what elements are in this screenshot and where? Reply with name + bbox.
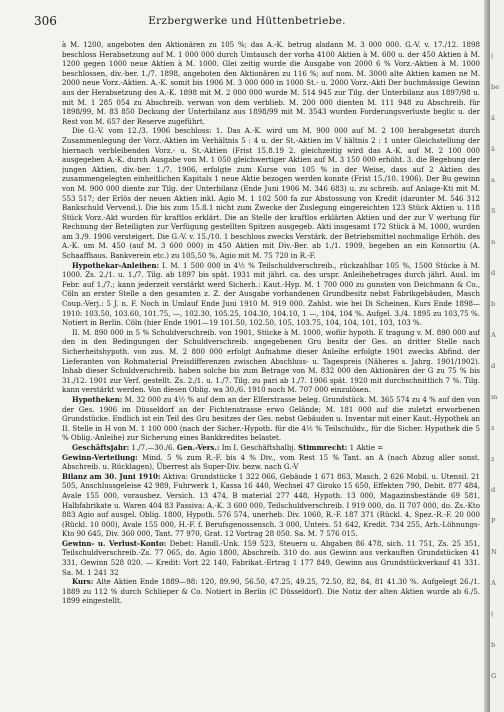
facing-page-fragment: b xyxy=(491,641,496,649)
value-gen-vers: Im I. Geschäftshalbj. xyxy=(219,442,298,452)
page-number: 306 xyxy=(34,14,57,28)
label-passiva: Passiva: xyxy=(175,500,205,510)
facing-page-fragment: d xyxy=(491,486,496,494)
facing-page-fragment: m xyxy=(491,393,498,401)
paragraph-gewinn-verteilung xyxy=(62,453,480,472)
facing-page-fragment: S xyxy=(491,207,496,215)
paragraph-gv-1906: Die G.-V. vom 12./3. 1906 beschloss: 1. Das A.-K. wird um M. 900 000 auf M. 2 100 herabgesetzt durch Zusammenlegung der Vorz.-Aktien im Verhältnis 5 : 4 u. der St.-Aktien im V hältnis 2 : 1 unter Gleichstellung der hiernach verbleibenden Vorz.- u. St.-Aktien (Frist 15.8.19 2. gleichzeitig wird das A.-K. auf M. 2 100 000 ausgegeben A.-K. durch Ausgabe von M. 1 050 gleichwertiger Aktien auf M. 3 150 000 erhöht. 3. die Begebung der jungen Aktien, div.-ber. 1./7. 1906, erfolgte zum Kurse von 105 % in der Weise, dass auf 2 Aktien des zusammengelegten einheitlichen Kapitals 1 neue Aktie bezogen werden konnte (Frist 15./10. 1906). Der Bu gewinn von M. 900 000 diente zur Tilg. der Unterbilanz (Ende Juni 1906 M. 346 683) u. zu schreib. auf Anlage-Kti mit M. 553 517; der Erlös der neuen Aktien inkl. Agio M. 1 102 500 fa zur Abstossung von Kredit (darunter M. 546 312 Bankschuld Vervend.). Die bis zum 15.8.1 nicht zum Zwecke der Zuslegung eingereichten 123 Stück Aktien u. 118 Stück Vorz.-Akt wurden für kraftlos erklärt. Die an Stelle der kraftlos erklärten Aktien und der zur V wertung für Rechnung der Beteiligten zur Verfügung gestellten Spitzen ausgegeb. Akti insgesamt 172 Stück à M. 1000, wurden am 3./9. 1906 versteigert. Die G.-V. v. 15./10. 1 beschloss zwecks Verstärk. der Betriebsmittel nochmalige Erhöh. des A.-K. um M. 450 (auf M. 3 600 000) in 450 Aktien mit Div.-Ber. ab 1./1. 1909, begeben an ein Konsortiu (A. Schaaffhaus. Bankverein etc.) zu 105,50 %, Agio mit M. 75 720 in R.-F. xyxy=(62,126,480,261)
text-hypothekar-anleihen: I. M. 1 500 000 in 4½ % Teilschuldverschreib., rückzahlbar 105 %, 1500 Stücke à M. 1000. Zs. 2./1. u. 1./7. Tilg. ab 1897 bis spät. 1931 mit jährl. ca. des urspr. Anleihebetrages durch jährl. Ausl. im Febr. auf 1./7.; kann jederzeit verstärkt werd Sicherh.: Kaut.-Hyp. M. 1 700 000 zu gunsten von Deichmann & Co., Cöln an erster Stelle a den gesamten z. Z. der Ausgabe vorhandenen Grundbesitz nebst Fabrikgebäuden, Masch Coup.-Verj.: 5 J. n. F. Noch in Umlauf Ende Juni 1910 M. 919 000. Zahlst. wie bei Di Scheinen. Kurs Ende 1898—1910: 103.50, 103.60, 101.75, —, 102.30, 105.25, 104.30, 104.10, 1 —, 104, 104 %. Aufgel. 3./4. 1895 zu 103,75 %. Notiert in Berlin. Cöln (hier Ende 1901—19 101.50, 102.50, 105, 103.75, 104, 104, 101, 103, 103 %. xyxy=(62,260,480,328)
page-title: Erzbergwerke und Hüttenbetriebe. xyxy=(148,15,346,27)
facing-page-fragment: A xyxy=(491,579,496,587)
text-gewinn-verteilung: Mind. 5 % zum R.-F. bis 4 % Div., vom Rest 15 % Tant. an A (nach Abzug aller sonst. Abschreib. u. Rücklagen), Überrest als Super-Div. bezw. nach G.-V xyxy=(62,452,480,472)
text-hypotheken: M. 32 000 zu 4½ % auf dem an der Elferstrasse beleg. Grundstück. M. 365 574 zu 4 % auf den von der Ges. 1906 im Düsseldorf an der Fichtenstrasse erwo Gelände; M. 181 000 auf die zuletzt erworbenen Grundstücke. Endlich ist ein Teil des Gru besitzes der Ges. nebst Gebäuden u. Inventar mit einer Kaut.-Hypothek an II. Stelle in H von M. 1 100 000 (nach der Sicher.-Hypoth. für die 4½ % Teilschuldv., für die Sicher. Hypothek die 5 % Oblig.-Anleihe) zur Sicherung eines Bankkredites belastet. xyxy=(62,394,480,443)
paragraph-bilanz xyxy=(62,472,480,539)
facing-page-fragment: z xyxy=(491,424,495,432)
label-gewinn-verteilung: Gewinn-Verteilung: xyxy=(62,452,138,462)
paragraph-hypothekar-anleihen xyxy=(62,261,480,328)
facing-page-fragment: a xyxy=(491,176,495,184)
facing-page-fragment: A xyxy=(491,331,496,339)
facing-page-fragment: P xyxy=(491,517,496,525)
facing-page-fragment: b xyxy=(491,300,496,308)
facing-page-fragment: d xyxy=(491,269,496,277)
paragraph-kapital-history: à M. 1200, angeboten den Aktionären zu 105 %; das A.-K. betrug alsdann M. 3 000 000. G.-V. v. 17./12. 1898 beschloss Herabsetzung auf M. 1 000 000 durch Umtausch der vorha 4100 Aktien à M. 600 u. der 450 Aktien à M. 1200 gegen 1000 neue Aktien à M. 1000. Glei zeitig wurde die Ausgabe von 2000 6 % Vorz.-Aktien à M. 1000 beschlossen, div.-ber. 1./7. 1898, angeboten den Aktionären zu 116 %; auf nom. M. 3000 alte Aktien kamen ne M. 2000 neue Vorz.-Aktien. A.-K. somit bis 1906 M. 3 000 000 in 1000 St.- u. 2000 Vorz.-Akti Der buchmässige Gewinn aus der Herabsetzung des A.-K. 1898 mit M. 2 000 000 wurde M. 514 945 zur Tilg. der Unterbilanz aus 1897/98 u. mit M. 1 285 054 zu Abschreib. verwan von dem verblieb. M. 200 000 dienten M. 111 948 zu Abschreib. für 1898/99, M. 83 850 Deckung der Unterbilanz aus 1898/99 mit M. 3543 wurden Forderungsverluste beglic u. der Rest von M. 657 der Reserve zugeführt. xyxy=(62,40,480,126)
facing-page-fragment: G xyxy=(491,672,497,680)
value-geschaeftsjahr: 1./7.—30./6. xyxy=(129,442,177,452)
label-hypothekar-anleihen: Hypothekar-Anleihen: xyxy=(72,260,160,270)
facing-page-fragment: ä xyxy=(491,145,495,153)
label-geschaeftsjahr: Geschäftsjahr: xyxy=(72,442,130,452)
paragraph-anleihe-two: II. M. 890 000 in 5 % Schuldverschreib. von 1901, Stücke à M. 1000, wofür hypoth. E tragung v. M. 890 000 auf den in den Bedingungen der Schuldverschreib. angegebenen Gru besitz der Ges. an dritter Stelle nach Sicherheitshypoth. von zus. M. 2 800 000 erfolgt Aufnahme dieser Anleihe erfolgte 1901 zwecks Abfind. der Lieferanten von Rohmaterial Preisdifferenzen zwischen Abschluss- u. Tagespreis (Näheres s. Jahrg. 1901/1902). Inhab dieser Schuldverschreib. haben solche bis zum Betrage von M. 832 000 den Aktionären der G zu 75 % bis 31./12. 1901 zur Verf. gestellt. Zs. 2./1. u. 1./7. Tilg. zu pari ab 1./7. 1906 spät. 1920 mit durchschnittlich 7 %. Tilg. kann verstärkt werden. Von diesen Oblig. wa 30./6. 1910 noch M. 707 000 einzulösen. xyxy=(62,327,480,395)
facing-page-fragment: be xyxy=(491,83,500,91)
label-kurs: Kurs: xyxy=(72,577,94,587)
paragraph-hypotheken xyxy=(62,395,480,443)
label-hypotheken: Hypotheken: xyxy=(72,394,123,404)
text-kurs: Alte Aktien Ende 1889—98: 120, 89.90, 56.50, 47.25, 49.25, 72.50, 82, 84, 81 41.30 %. Aufgelegt 26./1. 1889 zu 112 % durch Schlieper & Co. Notiert in Berlin (C Düsseldorf). Die Notiz der alten Aktien wurde ab 6./5. 1899 eingestellt. xyxy=(62,577,480,606)
facing-page-fragment: z xyxy=(491,455,495,463)
label-bilanz: Bilanz am 30. Juni 1910: xyxy=(62,471,161,481)
label-gewinn-verlust-konto: Gewinn- u. Verlust-Konto: xyxy=(62,538,167,548)
value-stimmrecht: 1 Aktie = xyxy=(347,442,384,452)
paragraph-gewinn-verlust-konto xyxy=(62,539,480,577)
paragraph-geschaeftsjahr xyxy=(62,443,480,453)
facing-page-fragment: ( xyxy=(491,610,494,618)
facing-page-strip xyxy=(490,0,504,712)
page-header xyxy=(30,13,485,29)
text-passiva: A.-K. 3 600 000, Teilschuldverschreib. I 919 000, do. II 707 000, do. Zs.-Kto 883 Agio auf ausgel. Oblig. 1800, Hypoth. 576 574, unerheb. Div. 1060, R.-F. 187 371 (Rückl. 4, Spez.-R.-F. 20 000 (Rückl. 10 000), Avale 155 000, H.-F. f. Berufsgenossensch. 3 000, Unters. 51 642, Kredit. 734 255, Arb.-Löhnungs-Kto 90 645, Div. 360 000, Tant. 77 970, Grat. 12 Vortrag 28 050. Sa. M. 7 576 015. xyxy=(62,500,480,539)
facing-page-fragment: n xyxy=(491,238,496,246)
label-aktiva: Aktiva: xyxy=(162,471,188,481)
text-gewinn-verlust-konto: Debet: Handl.-Unk. 159 523, Steuern u. Abgaben 86 478, sich. 11 751, Zs. 25 351, Teilschuldverschreib.-Zs. 77 065, do. Agio 1800, Abschreib. 310 do. aus Gewinn aus verkauften Grundstücken 41 331, Gewinn 528 020. — Kredit: Vort 22 140, Fabrikat.-Ertrag 1 177 849, Gewinn aus Grundstückverkauf 41 331. Sa. M. 1 241 32 xyxy=(62,538,480,577)
label-gen-vers: Gen.-Vers.: xyxy=(176,442,220,452)
text-aktiva: Grundstücke 1 322 066, Gebäude 1 671 863, Masch. 2 626 Mobil. u. Utensil. 21 505, Anschlussgeleise 42 989, Fuhrwerk 1, Kassa 16 440, Wechsel 47 Giroko 15 650, Effekten 790, Debit. 877 484, Avale 155 000, vorausbez. Versich. 13 474, B material 277 448, Hypoth. 13 000, Magazinsbestände 69 581, Halbfabrikate u. Waren 404 83 xyxy=(62,471,480,510)
facing-page-fragment: ä xyxy=(491,114,495,122)
page-body xyxy=(62,40,480,705)
label-stimmrecht: Stimmrecht: xyxy=(298,442,348,452)
paragraph-kurs xyxy=(62,577,480,606)
facing-page-fragment: ( xyxy=(491,52,494,60)
facing-page-fragment: N xyxy=(491,548,497,556)
facing-page-fragment: d xyxy=(491,362,496,370)
